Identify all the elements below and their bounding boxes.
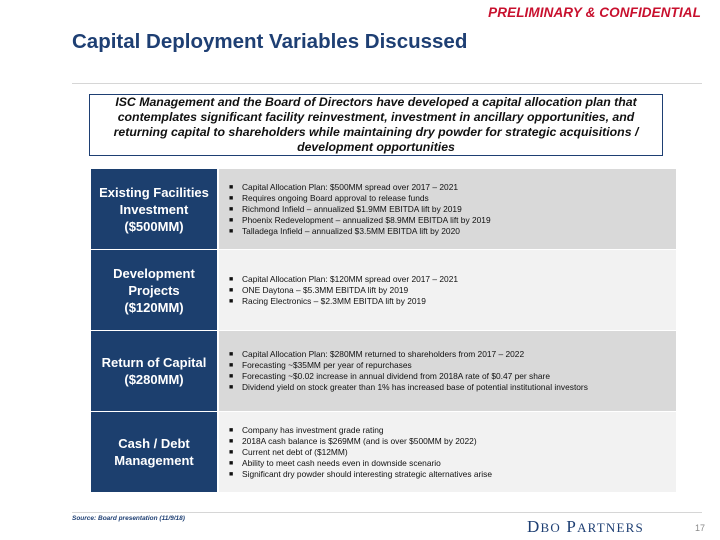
bullet-list <box>229 425 492 480</box>
bullet-icon: ■ <box>229 227 234 235</box>
table-row <box>91 331 676 411</box>
summary-callout <box>89 94 663 156</box>
source-note: Source: Board presentation (11/9/18) <box>72 515 185 522</box>
bullet-icon: ■ <box>229 459 234 467</box>
list-item: ■ ONE Daytona – $5.3MM EBITDA lift by 2019 <box>229 284 409 295</box>
bullet-icon: ■ <box>229 275 234 283</box>
footer-divider <box>72 512 702 513</box>
allocation-table <box>91 169 676 492</box>
table-row <box>91 250 676 330</box>
bullet-icon: ■ <box>229 362 234 369</box>
list-item: ■ Phoenix Redevelopment – annualized $8.9MM EBITDA lift by 2019 <box>229 214 491 225</box>
list-item: ■ Capital Allocation Plan: $500MM spread over 2017 – 2021 <box>229 181 459 192</box>
list-item: ■ Talladega Infield – annualized $3.5MM EBITDA lift by 2020 <box>229 225 460 236</box>
row-label: Return of Capital ($280MM) <box>91 331 217 411</box>
row-label: Development Projects ($120MM) <box>91 250 217 330</box>
list-item: ■ Current net debt of ($12MM) <box>229 446 348 457</box>
list-item: ■ Richmond Infield – annualized $1.9MM EBITDA lift by 2019 <box>229 203 462 214</box>
list-item: ■ Forecasting ~$35MM per year of repurchases <box>229 360 412 370</box>
row-content <box>219 331 676 411</box>
row-label: Cash / Debt Management <box>91 412 217 492</box>
bullet-icon: ■ <box>229 373 234 380</box>
bullet-list <box>229 274 458 307</box>
bullet-icon: ■ <box>229 286 234 294</box>
list-item: ■ Significant dry powder should interesting strategic alternatives arise <box>229 468 492 479</box>
table-row <box>91 169 676 249</box>
confidential-banner: PRELIMINARY & CONFIDENTIAL <box>488 5 701 20</box>
list-item: ■ Ability to meet cash needs even in downside scenario <box>229 457 441 468</box>
bullet-icon: ■ <box>229 194 234 202</box>
list-item: ■ Capital Allocation Plan: $280MM returned to shareholders from 2017 – 2022 <box>229 349 525 359</box>
list-item: ■ Dividend yield on stock greater than 1% has increased base of potential institutional investors <box>229 382 588 392</box>
summary-text: ISC Management and the Board of Directors have developed a capital allocation plan that contemplates significant facility reinvestment, investment in ancillary opportunities, and returning capital to shareholders while maintaining dry powder for strategic acquisitions / development opportunities <box>113 95 639 154</box>
page-title: Capital Deployment Variables Discussed <box>72 30 468 53</box>
bullet-icon: ■ <box>229 426 234 434</box>
list-item: ■ 2018A cash balance is $269MM (and is over $500MM by 2022) <box>229 435 477 446</box>
bullet-icon: ■ <box>229 384 234 391</box>
list-item: ■ Requires ongoing Board approval to release funds <box>229 192 429 203</box>
table-row <box>91 412 676 492</box>
bullet-icon: ■ <box>229 205 234 213</box>
list-item: ■ Capital Allocation Plan: $120MM spread over 2017 – 2021 <box>229 273 459 284</box>
list-item: ■ Racing Electronics – $2.3MM EBITDA lift by 2019 <box>229 295 426 306</box>
list-item: ■ Company has investment grade rating <box>229 424 384 435</box>
bullet-list <box>229 349 588 393</box>
bullet-icon: ■ <box>229 351 234 358</box>
bullet-list <box>229 182 491 237</box>
brand-logo: DBO PARTNERS <box>527 517 644 536</box>
row-label: Existing Facilities Investment ($500MM) <box>91 169 217 249</box>
row-content <box>219 169 676 249</box>
bullet-icon: ■ <box>229 297 234 305</box>
bullet-icon: ■ <box>229 470 234 478</box>
row-content <box>219 412 676 492</box>
bullet-icon: ■ <box>229 448 234 456</box>
bullet-icon: ■ <box>229 183 234 191</box>
title-divider <box>72 83 702 84</box>
row-content <box>219 250 676 330</box>
list-item: ■ Forecasting ~$0.02 increase in annual dividend from 2018A rate of $0.47 per share <box>229 371 550 381</box>
page-number: 17 <box>694 523 705 533</box>
bullet-icon: ■ <box>229 216 234 224</box>
bullet-icon: ■ <box>229 437 234 445</box>
